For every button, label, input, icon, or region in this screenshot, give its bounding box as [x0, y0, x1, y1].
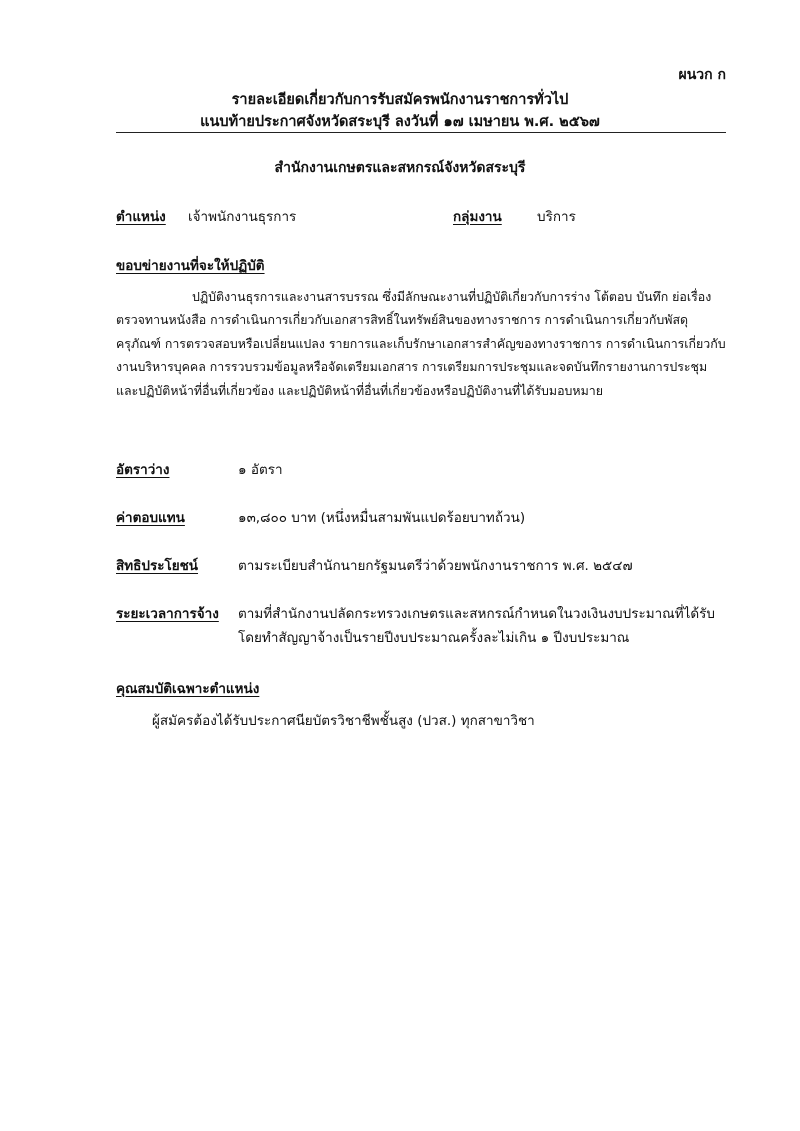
annex-label: ผนวก ก — [678, 67, 726, 83]
document-title: รายละเอียดเกี่ยวกับการรับสมัครพนักงานราชการทั่วไป — [231, 92, 569, 108]
employment-period-label: ระยะเวลาการจ้าง — [116, 606, 219, 622]
agency-name: สำนักงานเกษตรและสหกรณ์จังหวัดสระบุรี — [274, 160, 526, 176]
compensation-value: ๑๓,๘๐๐ บาท (หนึ่งหมื่นสามพันแปดร้อยบาทถ้วน) — [238, 510, 526, 526]
qualification-text: ผู้สมัครต้องได้รับประกาศนียบัตรวิชาชีพชั้นสูง (ปวส.) ทุกสาขาวิชา — [152, 713, 535, 729]
compensation-label: ค่าตอบแทน — [116, 510, 185, 526]
scope-paragraph — [116, 285, 728, 402]
position-value: เจ้าพนักงานธุรการ — [188, 209, 297, 225]
position-label: ตำแหน่ง — [116, 209, 166, 225]
benefits-value: ตามระเบียบสำนักนายกรัฐมนตรีว่าด้วยพนักงานราชการ พ.ศ. ๒๕๔๗ — [238, 558, 633, 574]
benefits-label: สิทธิประโยชน์ — [116, 558, 199, 574]
employment-period-line2: โดยทำสัญญาจ้างเป็นรายปีงบประมาณครั้งละไม่เกิน ๑ ปีงบประมาณ — [238, 630, 630, 646]
title-divider — [116, 132, 726, 133]
scope-heading: ขอบข่ายงานที่จะให้ปฏิบัติ — [116, 258, 265, 274]
scope-text: ปฏิบัติงานธุรการและงานสารบรรณ ซึ่งมีลักษณะงานที่ปฏิบัติเกี่ยวกับการร่าง โต้ตอบ บันทึก ย่อเรื่อง ตรวจทานหนังสือ การดำเนินการเกี่ยวกับเอกสารสิทธิ์ในทรัพย์สินของทางราชการ การดำเนินการเกี่ยวกับพัสดุครุภัณฑ์ การตรวจสอบหรือเปลี่ยนแปลง รายการและเก็บรักษาเอกสารสำคัญของทางราชการ การดำเนินการเกี่ยวกับงานบริหารบุคคล การรวบรวมข้อมูลหรือจัดเตรียมเอกสาร การเตรียมการประชุมและจดบันทึกรายงานการประชุม และปฏิบัติหน้าที่อื่นที่เกี่ยวข้อง และปฏิบัติหน้าที่อื่นที่เกี่ยวข้องหรือปฏิบัติงานที่ได้รับมอบหมาย — [116, 289, 726, 398]
document-subtitle: แนบท้ายประกาศจังหวัดสระบุรี ลงวันที่ ๑๗ เมษายน พ.ศ. ๒๕๖๗ — [200, 114, 600, 130]
employment-period-line1: ตามที่สำนักงานปลัดกระทรวงเกษตรและสหกรณ์กำหนดในวงเงินงบประมาณที่ได้รับ — [238, 606, 715, 622]
vacancy-value: ๑ อัตรา — [238, 462, 283, 478]
vacancy-label: อัตราว่าง — [116, 462, 170, 478]
work-group-value: บริการ — [537, 209, 576, 225]
qualification-heading: คุณสมบัติเฉพาะตำแหน่ง — [116, 681, 260, 697]
work-group-label: กลุ่มงาน — [453, 209, 502, 225]
